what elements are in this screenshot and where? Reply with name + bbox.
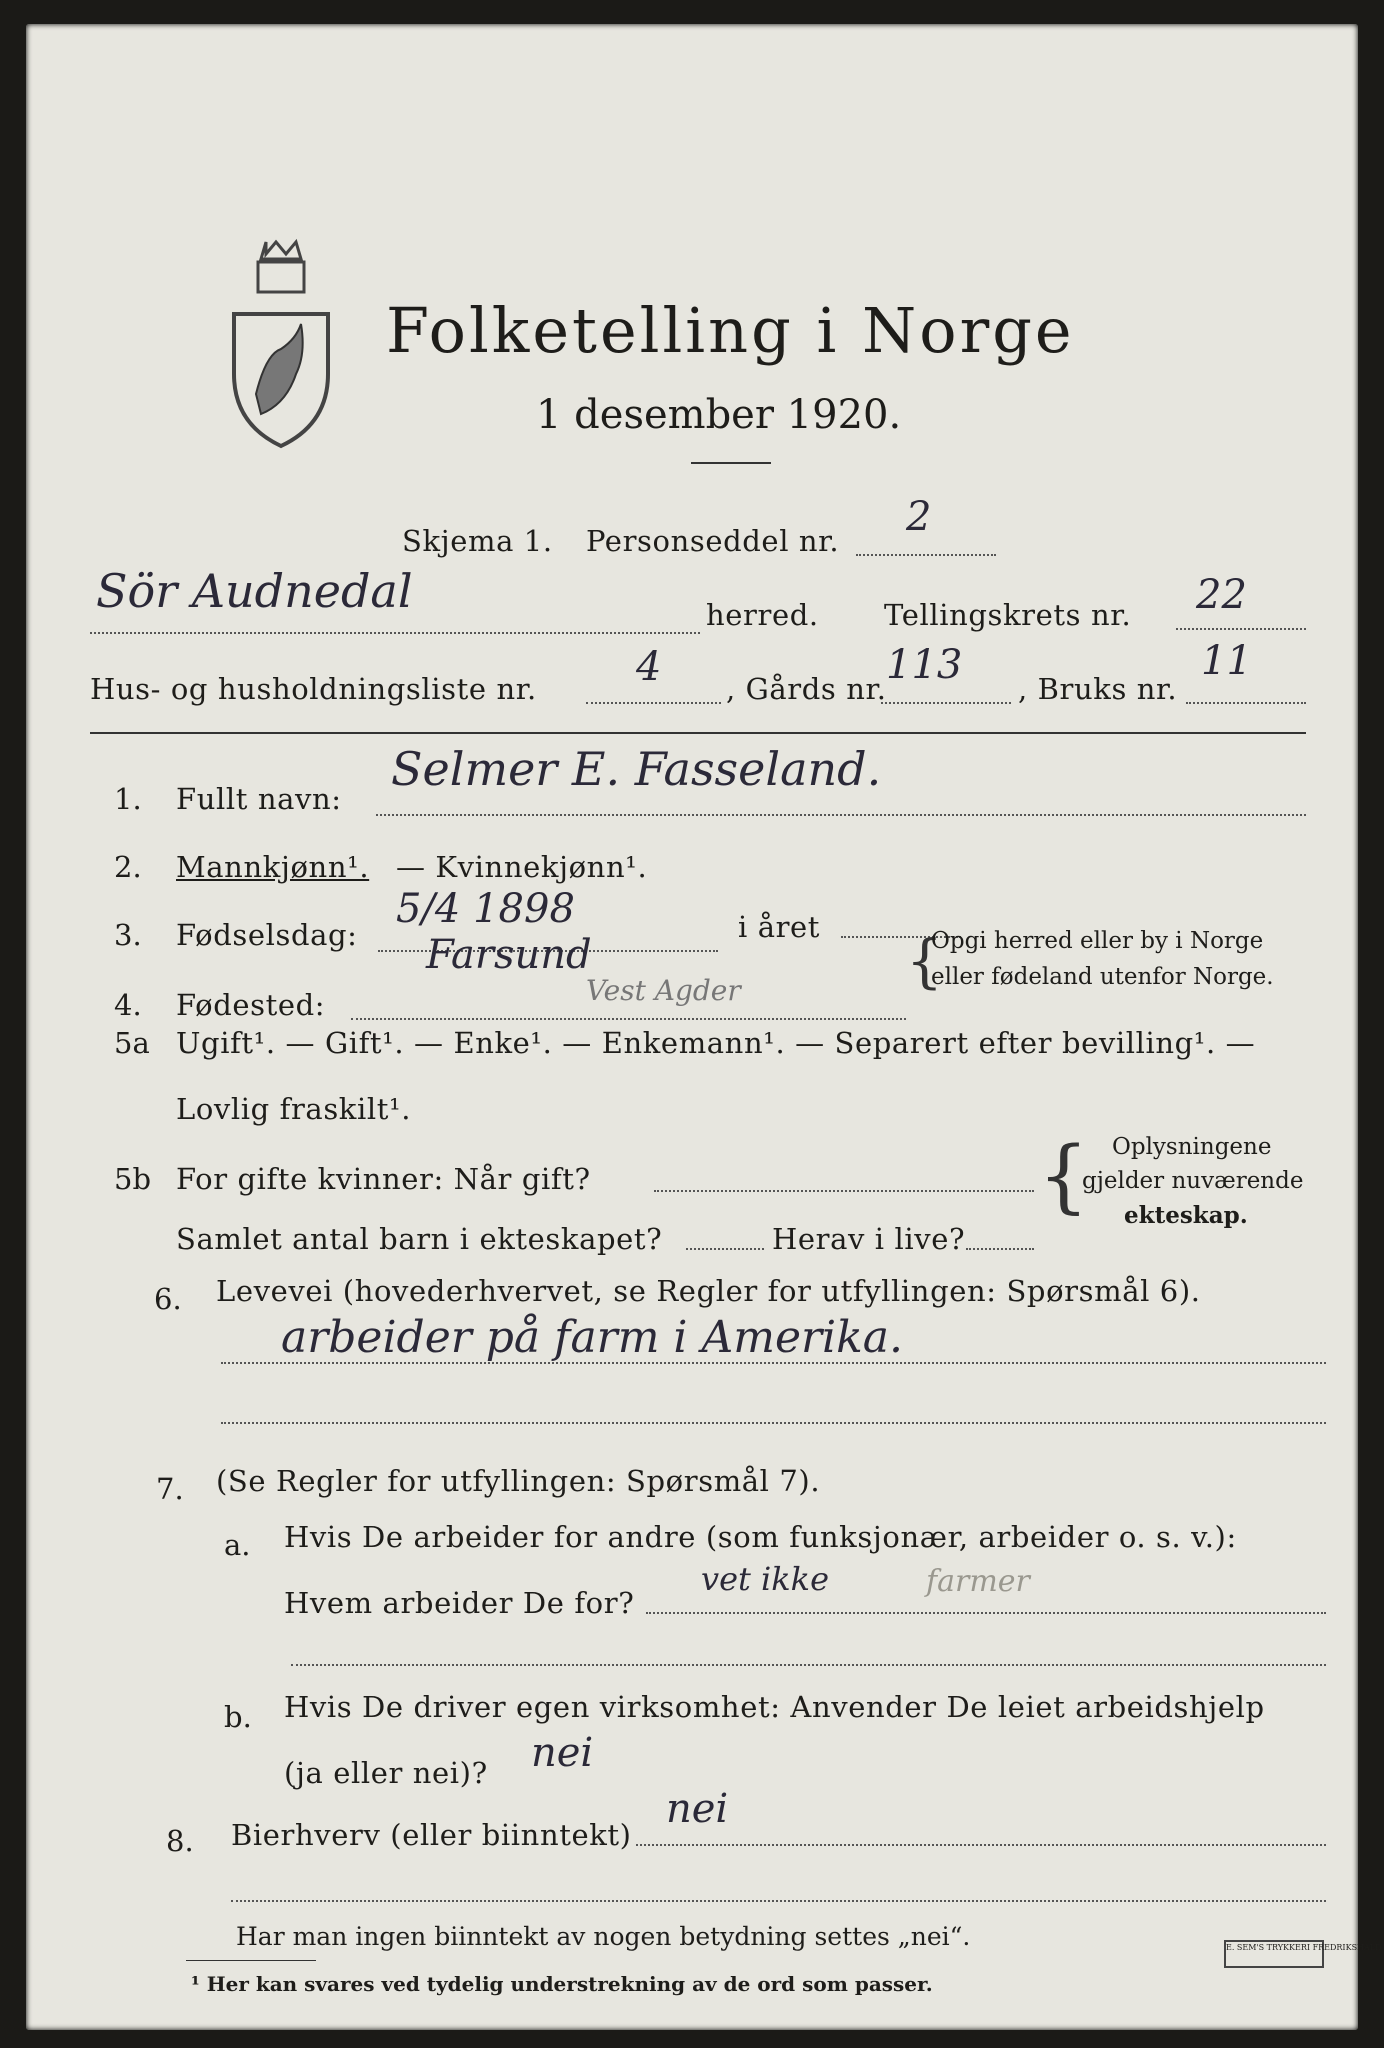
gards-label: , Gårds nr. <box>726 672 887 706</box>
birthdate-label: Fødselsdag: <box>176 918 358 952</box>
tellingskrets-label: Tellingskrets nr. <box>884 598 1132 632</box>
full-name-label: Fullt navn: <box>176 782 342 816</box>
q7b-value[interactable]: nei <box>531 1730 594 1776</box>
children-total-label: Samlet antal barn i ekteskapet? <box>176 1222 663 1256</box>
footnote: ¹ Her kan svares ved tydelig understrekning av de ord som passer. <box>191 1972 933 1996</box>
herred-label: herred. <box>706 598 819 632</box>
q7a-employer-label: Hvem arbeider De for? <box>284 1586 635 1620</box>
occupation-value[interactable]: arbeider på farm i Amerika. <box>281 1312 903 1363</box>
marital-status-options[interactable]: Ugift¹. — Gift¹. — Enke¹. — Enkemann¹. — Separert efter bevilling¹. — <box>176 1026 1256 1060</box>
q7a-employer-value[interactable]: vet ikke <box>701 1560 829 1598</box>
birthplace-label: Fødested: <box>176 988 326 1022</box>
personseddel-label: Personseddel nr. <box>586 524 840 558</box>
q7-label: (Se Regler for utfyllingen: Spørsmål 7). <box>216 1464 821 1498</box>
full-name-value[interactable]: Selmer E. Fasseland. <box>391 742 882 796</box>
bruks-label: , Bruks nr. <box>1018 672 1178 706</box>
birthplace-note-1: Opgi herred eller by i Norge <box>931 928 1264 954</box>
birthplace-value[interactable]: Farsund <box>426 932 592 978</box>
gender-female-option[interactable]: — Kvinnekjønn¹. <box>396 850 648 884</box>
husliste-label: Hus- og husholdningsliste nr. <box>90 672 537 706</box>
side-income-value[interactable]: nei <box>666 1786 729 1832</box>
form-date: 1 desember 1920. <box>536 392 902 438</box>
tellingskrets-value[interactable]: 22 <box>1196 572 1247 618</box>
side-income-label: Bierhverv (eller biinntekt) <box>231 1818 632 1852</box>
q7b-subquestion: (ja eller nei)? <box>284 1756 488 1790</box>
q7a-faint-note: farmer <box>926 1564 1030 1599</box>
birthdate-value[interactable]: 5/4 1898 <box>396 886 575 932</box>
census-form-page: Folketelling i Norge 1 desember 1920. Skjema 1. Personseddel nr. 2 Sör Audnedal herred. Tellingskrets nr. 22 Hus- og husholdningsliste nr. 4 , Gårds nr. 113 , Bruks nr. 11 1. Fullt navn: Selmer E. Fasseland. 2. Mannkjønn¹. — Kvinnekjønn¹. 3. Fødselsdag: 5/4 1898 i året 4. Fødested: Farsund { Opgi herred eller by i Norge eller fødeland utenfor Norge. 5a Vest Agder Ugift¹. — Gift¹. — Enke¹. — Enkemann¹. — Separert efter bevilling¹. — Lovlig fraskilt¹. 5b For gifte kvinner: Når gift? Samlet antal barn i ekteskapet? Herav i live? { Oplysningene gjelder nuværende ekteskap. 6. Levevei (hovederhvervet, se Regler for utfyllingen: Spørsmål 6). arbeider på farm i Amerika. 7. (Se Regler for utfyllingen: Spørsmål 7). a. Hvis De arbeider for andre (som funksjonær, arbeider o. s. v.): Hvem arbeider De for? vet ikke farmer b. Hvis De driver egen virksomhet: Anvender De leiet arbeidshjelp (ja eller nei)? nei 8. Bierhverv (eller biinntekt) nei Har man ingen biinntekt av nogen betydning settes „nei“. ¹ Her kan svares ved tydelig understrekning av de ord som passer. E. SEM'S TRYKKERI FREDRIKSHALD <box>26 24 1358 2030</box>
header-divider <box>90 732 1306 734</box>
birthplace-note-2: eller fødeland utenfor Norge. <box>931 964 1274 990</box>
coat-of-arms-icon <box>226 234 336 454</box>
marital-status-divorced[interactable]: Lovlig fraskilt¹. <box>176 1092 412 1126</box>
bruks-value[interactable]: 11 <box>1201 638 1252 684</box>
form-title: Folketelling i Norge <box>386 294 1075 367</box>
schema-label: Skjema 1. <box>402 524 553 558</box>
children-alive-label: Herav i live? <box>772 1222 966 1256</box>
side-income-note: Har man ingen biinntekt av nogen betydning settes „nei“. <box>236 1922 971 1951</box>
gender-male-option[interactable]: Mannkjønn¹. <box>176 850 370 884</box>
gards-value[interactable]: 113 <box>886 642 963 688</box>
husliste-value[interactable]: 4 <box>636 644 662 690</box>
occupation-label: Levevei (hovederhvervet, se Regler for utfyllingen: Spørsmål 6). <box>216 1274 1201 1308</box>
when-married-label: For gifte kvinner: Når gift? <box>176 1162 591 1196</box>
title-divider <box>691 462 771 464</box>
personseddel-value[interactable]: 2 <box>906 494 932 540</box>
herred-value[interactable]: Sör Audnedal <box>96 564 413 618</box>
q7a-question: Hvis De arbeider for andre (som funksjonær, arbeider o. s. v.): <box>284 1520 1237 1554</box>
printer-stamp: E. SEM'S TRYKKERI FREDRIKSHALD <box>1224 1940 1324 1968</box>
q5a-faint-note: Vest Agder <box>586 974 741 1007</box>
q7b-question: Hvis De driver egen virksomhet: Anvender De leiet arbeidshjelp <box>284 1690 1265 1724</box>
birthyear-suffix: i året <box>738 910 821 944</box>
